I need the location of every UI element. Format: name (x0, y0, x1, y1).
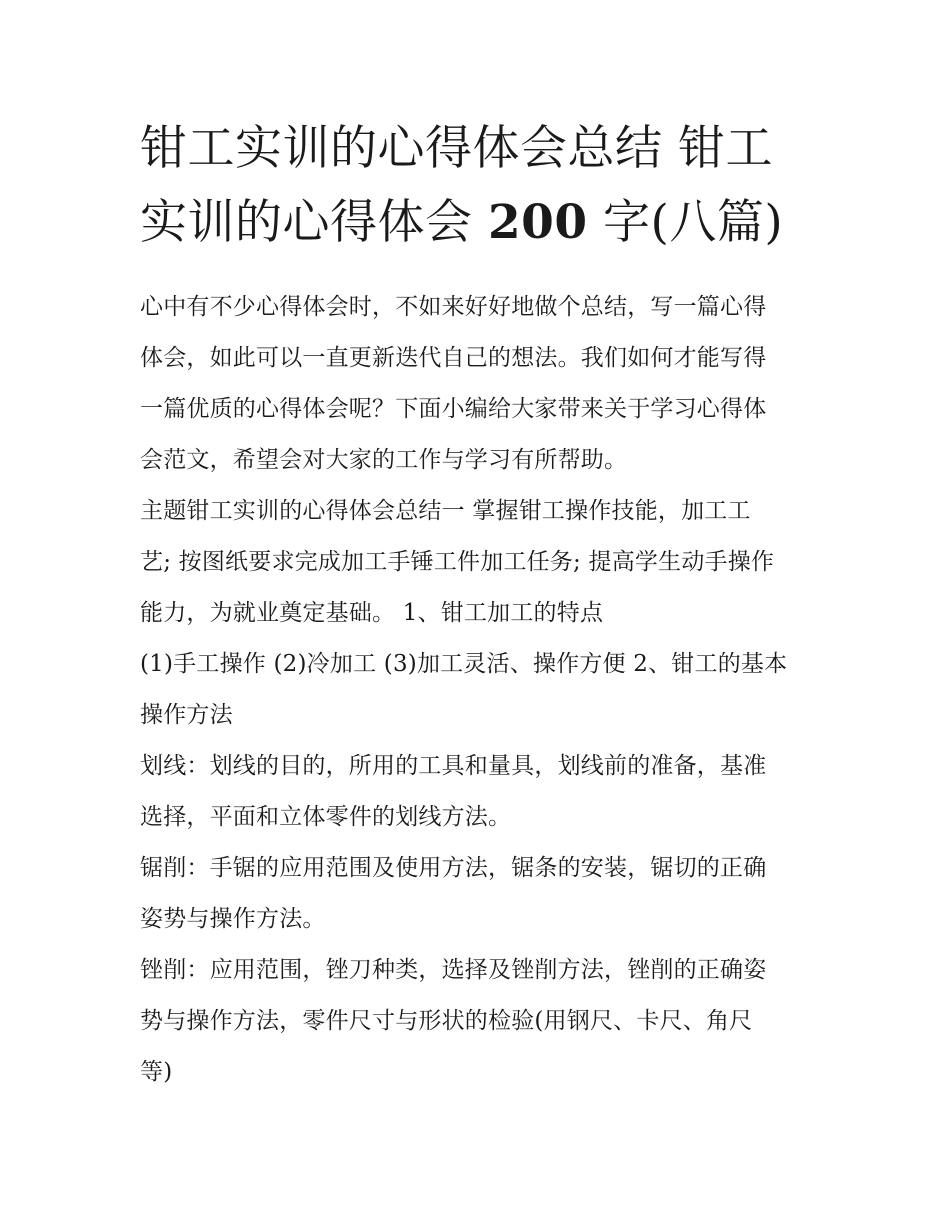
paragraph-line: (1)手工操作 (2)冷加工 (3)加工灵活、操作方便 2、钳工的基本 (140, 651, 788, 677)
paragraph-line: 会范文，希望会对大家的工作与学习有所帮助。 (140, 447, 628, 473)
paragraph-line: 操作方法 (140, 702, 233, 728)
title-line-1: 钳工实训的心得体会总结 钳工 (140, 121, 773, 176)
paragraph-filing (140, 945, 820, 1098)
document-title (140, 112, 820, 260)
title-number: 200 (487, 195, 588, 250)
paragraph-marking (140, 741, 820, 843)
paragraph-line: 心中有不少心得体会时，不如来好好地做个总结，写一篇心得 (140, 294, 767, 320)
paragraph-line: 姿势与操作方法。 (140, 906, 326, 932)
paragraph-line: 选择，平面和立体零件的划线方法。 (140, 804, 512, 830)
paragraph-line: 能力，为就业奠定基础。 1、钳工加工的特点 (140, 600, 604, 626)
paragraph-line: 划线：划线的目的，所用的工具和量具，划线前的准备，基准 (140, 753, 767, 779)
paragraph-topic-one (140, 486, 820, 639)
document-page (140, 112, 820, 1098)
paragraph-line: 锯削：手锯的应用范围及使用方法，锯条的安装，锯切的正确 (140, 855, 767, 881)
title-line-2-suffix: 字(八篇) (587, 195, 784, 250)
paragraph-characteristics (140, 639, 820, 741)
paragraph-line: 势与操作方法，零件尺寸与形状的检验(用钢尺、卡尺、角尺 (140, 1008, 753, 1034)
paragraph-sawing (140, 843, 820, 945)
paragraph-intro (140, 282, 820, 486)
paragraph-line: 等) (140, 1059, 173, 1085)
title-line-2 (140, 186, 820, 260)
paragraph-line: 体会，如此可以一直更新迭代自己的想法。我们如何才能写得 (140, 345, 767, 371)
paragraph-line: 一篇优质的心得体会呢？下面小编给大家带来关于学习心得体 (140, 396, 767, 422)
paragraph-line: 主题钳工实训的心得体会总结一 掌握钳工操作技能，加工工 (140, 498, 751, 524)
paragraph-line: 艺; 按图纸要求完成加工手锤工件加工任务; 提高学生动手操作 (140, 549, 775, 575)
title-line-2-prefix: 实训的心得体会 (140, 195, 488, 250)
paragraph-line: 锉削：应用范围，锉刀种类，选择及锉削方法，锉削的正确姿 (140, 957, 767, 983)
